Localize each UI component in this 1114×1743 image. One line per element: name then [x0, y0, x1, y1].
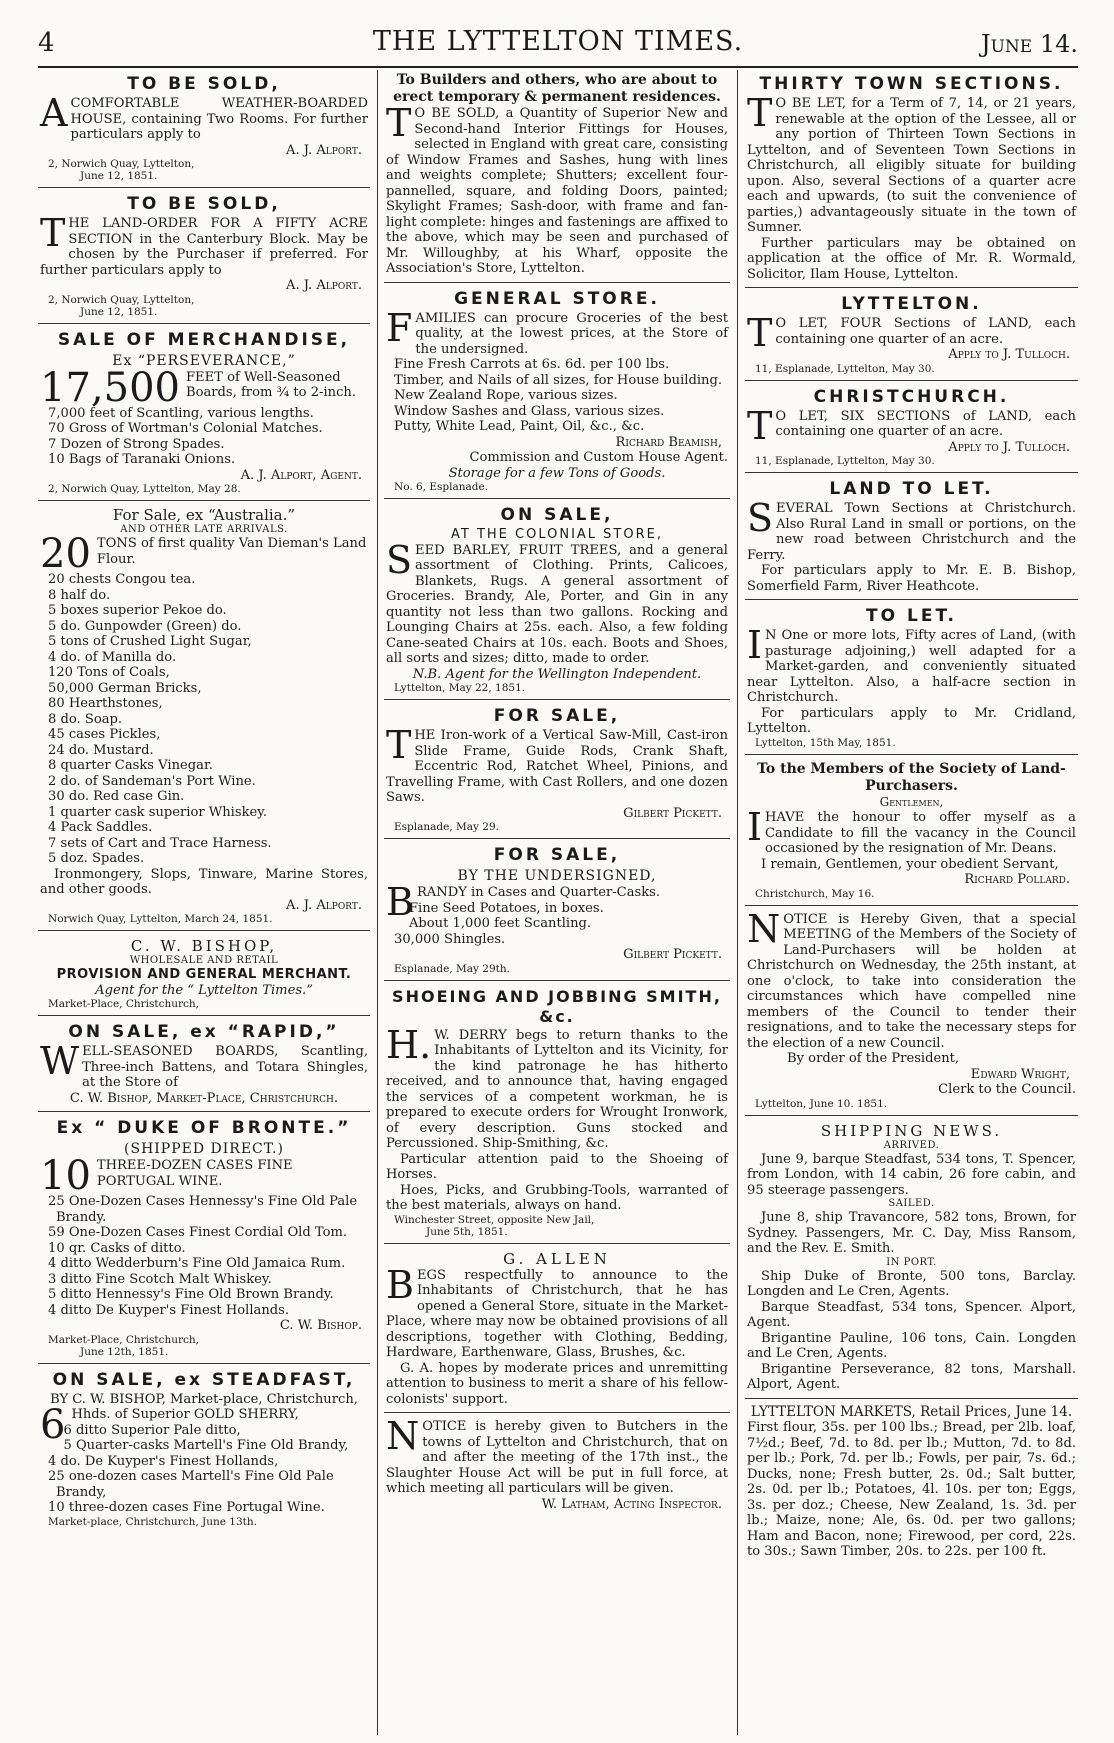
ad-g-allen: [384, 1250, 730, 1414]
ad-subheading: Ex “PERSEVERANCE,”: [112, 352, 296, 369]
ad-subheading: WHOLESALE AND RETAIL: [129, 955, 279, 966]
list-item: 5 Quarter-casks Martell's Fine Old Brandy,: [63, 1438, 349, 1453]
storage-note: Storage for a few Tons of Goods.: [448, 465, 666, 481]
list-item: About 1,000 feet Scantling.: [408, 916, 592, 931]
ad-signature: A. J. Alport.: [286, 142, 362, 158]
ad-signature: Richard Beamish,: [615, 434, 722, 450]
ad-paragraph: Particular attention paid to the Shoeing of Horses.: [386, 1151, 728, 1182]
ad-heading: TO BE SOLD,: [127, 194, 281, 214]
ad-ex-rapid: [38, 1022, 370, 1112]
ad-heading: LYTTELTON.: [841, 294, 982, 314]
ad-body: OTICE is Hereby Given, that a special MEETING of the Members of the Society of Land-Purchasers will be holden at Christchurch on Wednesday, the 25th instant, at one o'clock, to take into consideration the circumstances which have compelled nine members of the Council to tender their resignations, and to take the necessary steps for the election of a new Council.: [747, 911, 1076, 1051]
shipping-section-sailed: SAILED.: [888, 1198, 935, 1209]
agent-note: N.B. Agent for the Wellington Independent.: [412, 666, 702, 682]
ad-date: June 12th, 1851.: [80, 1345, 169, 1358]
column-1: [38, 72, 370, 1732]
ad-signature-title: Commission and Custom House Agent.: [469, 450, 728, 465]
ad-paragraph: By order of the President,: [787, 1051, 960, 1066]
market-prices: First flour, 35s. per 100 lbs.; Bread, per 2lb. loaf, 7½d.; Beef, 7d. to 8d. per lb.; Mutton, 7d. to 8d. per lb.; Pork, 7d. per lb.; Fowls, per pair, 7s. 6d.; Ducks, none; Fresh butter, 2s. 0d.; Salt butter, 2s. 0d. per lb.; Potatoes, 4l. 10s. per ton; Eggs, 3s. per doz.; Cheese, New Zealand, 1s. 3d. per lb.; Maize, none; Ale, 6s. 0d. per two gallons; Ham and Bacon, none; Firewood, per cord, 22s. to 30s.; Sawn Timber, 20s. to 22s. per 100 ft.: [747, 1420, 1076, 1559]
ad-date: June 5th, 1851.: [426, 1225, 508, 1238]
ad-ex-australia: [38, 507, 370, 931]
list-item: 4 ditto Wedderburn's Fine Old Jamaica Rum.: [48, 1256, 346, 1271]
ad-sale-of-merchandise: [38, 330, 370, 502]
list-item: 10 qr. Casks of ditto.: [48, 1240, 186, 1256]
ad-society-candidate: [745, 761, 1078, 906]
ad-body: HE Iron-work of a Vertical Saw-Mill, Cast-iron Slide Frame, Guide Rods, Crank Shaft, Eccentric Rod, Ratchet Wheel, Pinions, and Travelling Frame, with Cast Rollers, and one dozen Saws.: [386, 728, 728, 805]
ad-body: N One or more lots, Fifty acres of Land, (with pasturage adjoining,) well adapted for a Market-garden, and conveniently situated near Lyttelton. Also, a half-acre section in Christchurch.: [747, 628, 1076, 705]
list-item: 7 sets of Cart and Trace Harness.: [48, 835, 272, 851]
list-item: 120 Tons of Coals,: [48, 665, 170, 680]
list-item: 5 ditto Hennessy's Fine Old Brown Brandy.: [48, 1287, 334, 1302]
ad-body: COMFORTABLE WEATHER-BOARDED HOUSE, containing Two Rooms. For further particulars apply to: [70, 96, 368, 142]
ad-lead: THREE-DOZEN CASES FINE PORTUGAL WINE.: [96, 1158, 293, 1189]
issue-date: June 14.: [980, 30, 1078, 58]
drop-cap: S: [747, 496, 774, 540]
ad-date: June 12, 1851.: [80, 305, 158, 318]
ad-heading: TO BE SOLD,: [127, 74, 281, 94]
list-item: 4 Pack Saddles.: [48, 820, 153, 835]
ad-heading: FOR SALE,: [493, 845, 621, 865]
ad-signature: A. J. Alport.: [286, 897, 362, 913]
ad-signature: Gilbert Pickett.: [623, 947, 722, 962]
ad-signature: A. J. Alport.: [286, 278, 362, 293]
list-item: 8 quarter Casks Vinegar.: [48, 758, 213, 773]
shipping-entry: Brigantine Perseverance, 82 tons, Marshall. Alport, Agent.: [747, 1361, 1076, 1392]
ad-heading: To Builders and others, who are about to erect temporary & permanent residences.: [393, 72, 721, 105]
shipping-entry: June 8, ship Travancore, 582 tons, Brown, for Sydney. Passengers, Mr. C. Day, Miss Ransom, and the Rev. E. Smith.: [747, 1210, 1076, 1256]
drop-cap: B: [386, 1262, 414, 1307]
ad-heading: LAND TO LET.: [829, 479, 994, 499]
newspaper-title: THE LYTTELTON TIMES.: [372, 26, 744, 57]
list-item: 8 half do.: [48, 587, 111, 603]
big-number: 20: [40, 531, 91, 577]
ad-address: Lyttelton, 15th May, 1851.: [755, 736, 896, 749]
list-item: 7,000 feet of Scantling, various lengths.: [48, 405, 314, 421]
ad-address: Esplanade, May 29.: [394, 821, 500, 833]
ad-address: Winchester Street, opposite New Jail,: [394, 1213, 595, 1226]
list-item: 2 do. of Sandeman's Port Wine.: [48, 773, 256, 789]
ad-heading: To the Members of the Society of Land-Purchasers.: [757, 760, 1066, 794]
ad-body: W. DERRY begs to return thanks to the Inhabitants of Lyttelton and its Vicinity, for the kind patronage he has hitherto received, and to announce that, having engaged the services of a competent workman, he is prepared to execute orders for Wrought Ironwork, of every description. Guns stocked and Percussioned. Ship-Smithing, &c.: [386, 1027, 728, 1151]
shipping-entry: Barque Steadfast, 534 tons, Spencer. Alport, Agent.: [747, 1299, 1076, 1330]
shipping-entry: June 9, barque Steadfast, 534 tons, T. Spencer, from London, with 14 cabin, 26 fore cabin, and 95 steerage passengers.: [747, 1151, 1076, 1198]
merchant-title: PROVISION AND GENERAL MERCHANT.: [56, 967, 352, 982]
list-item: 3 ditto Fine Scotch Malt Whiskey.: [48, 1271, 272, 1287]
column-divider: [377, 70, 378, 1735]
ad-address: No. 6, Esplanade.: [394, 481, 489, 493]
ad-butchers-notice: [384, 1414, 730, 1517]
list-item: 1 quarter cask superior Whiskey.: [48, 804, 268, 820]
drop-cap: T: [40, 211, 66, 255]
shipping-news: [745, 1122, 1078, 1399]
agent-line: Agent for the “ Lyttelton Times.”: [95, 982, 313, 998]
masthead-rule: [38, 66, 1078, 68]
drop-cap: S: [386, 537, 413, 582]
ad-heading: For Sale, ex “Australia.”: [112, 506, 296, 524]
ad-body: O BE SOLD, a Quantity of Superior New and Second-hand Interior Fittings for Houses, selected in England with great care, consisting of Window Frames and Sashes, hung with lines and weights complete; Shutters; excellent four-pannelled, square, and folding Doors, painted; Skylight Frames; Sash-door, with frame and fan-light complete: hinges and fastenings are affixed to the above, which may be seen and purchased of Mr. Willoughby, at his Wharf, opposite the Association's Store, Lyttelton.: [386, 106, 728, 276]
column-2: [384, 72, 730, 1732]
ad-address: Lyttelton, May 22, 1851.: [394, 682, 526, 694]
ad-house-for-sale: [38, 74, 370, 188]
ad-address: 2, Norwich Quay, Lyttelton,: [48, 158, 195, 170]
ad-subheading: (SHIPPED DIRECT.): [124, 1141, 284, 1157]
drop-cap: N: [386, 1414, 420, 1458]
ad-body: ELL-SEASONED BOARDS, Scantling, Three-inch Battens, and Totara Shingles, at the Store of: [82, 1044, 368, 1090]
ad-body: EGS respectfully to announce to the Inhabitants of Christchurch, that he has opened a General Store, situate in the Market-Place, where may now be obtained provisions of all descriptions, together with Clothing, Bedding, Hardware, Earthenware, Glass, Brushes, &c.: [386, 1267, 728, 1360]
ad-heading: G. ALLEN: [503, 1249, 611, 1268]
drop-cap: I: [747, 805, 763, 849]
list-item: Putty, White Lead, Paint, Oil, &c., &c.: [394, 419, 645, 434]
ad-signature: A. J. Alport, Agent.: [240, 467, 362, 483]
column-3: [745, 72, 1078, 1732]
drop-cap: T: [747, 403, 773, 448]
ad-smith: [384, 987, 730, 1244]
masthead: [38, 26, 1078, 60]
ad-subheading: AND OTHER LATE ARRIVALS.: [120, 524, 288, 535]
ad-saw-mill: [384, 706, 730, 839]
ad-colonial-store: [384, 505, 730, 700]
ad-signature: W. Latham, Acting Inspector.: [541, 1496, 722, 1512]
ad-heading: THIRTY TOWN SECTIONS.: [759, 74, 1064, 94]
ad-heading: SALE OF MERCHANDISE,: [57, 329, 351, 350]
list-item: 24 do. Mustard.: [48, 742, 154, 758]
ad-subheading: BY THE UNDERSIGNED,: [457, 868, 657, 884]
ad-body: RANDY in Cases and Quarter-Casks.: [416, 885, 661, 900]
list-item: New Zealand Rope, various sizes.: [394, 388, 618, 403]
ad-brandy: [384, 845, 730, 981]
ad-bishop-merchant: [38, 937, 370, 1016]
ad-heading: TO LET.: [866, 606, 957, 626]
page-number: 4: [38, 28, 55, 58]
list-item: 20 chests Congou tea.: [48, 572, 196, 587]
ad-tail: Ironmongery, Slops, Tinware, Marine Stores, and other goods.: [40, 866, 368, 897]
ad-signature: C. W. Bishop.: [279, 1318, 362, 1333]
drop-cap: W: [40, 1039, 80, 1083]
ad-address: 2, Norwich Quay, Lyttelton, May 28.: [48, 483, 241, 495]
ad-heading: GENERAL STORE.: [454, 288, 660, 309]
ad-heading: CHRISTCHURCH.: [813, 386, 1010, 407]
ad-duke-of-bronte: [38, 1118, 370, 1364]
ad-land-to-let: [745, 479, 1078, 600]
drop-cap: F: [386, 305, 413, 350]
drop-cap: B: [386, 880, 414, 924]
list-item: 80 Hearthstones,: [48, 696, 163, 711]
drop-cap: T: [747, 311, 773, 355]
ad-address: Christchurch, May 16.: [755, 887, 875, 900]
list-item: 4 do. De Kuyper's Finest Hollands,: [48, 1453, 279, 1469]
ad-heading: ON SALE, ex “RAPID,”: [68, 1022, 340, 1042]
list-item: 25 one-dozen cases Martell's Fine Old Pale Brandy,: [48, 1469, 334, 1500]
ad-heading: LYTTELTON MARKETS, Retail Prices, June 14.: [750, 1403, 1073, 1420]
list-item: 10 Bags of Taranaki Onions.: [48, 452, 236, 467]
ad-ex-steadfast: [38, 1370, 370, 1533]
list-item: 45 cases Pickles,: [48, 727, 161, 742]
column-divider: [737, 70, 738, 1735]
list-item: 5 tons of Crushed Light Sugar,: [48, 634, 252, 649]
list-item: 10 three-dozen cases Fine Portugal Wine.: [48, 1500, 325, 1515]
ad-paragraph: I remain, Gentlemen, your obedient Servant,: [761, 856, 1059, 872]
ad-signature: Edward Wright,: [970, 1066, 1070, 1082]
ad-paragraph: For particulars apply to Mr. Cridland, Lyttelton.: [747, 705, 1076, 736]
big-number: 10: [40, 1153, 91, 1199]
ad-lyttelton-land: [745, 294, 1078, 381]
ad-heading: SHIPPING NEWS.: [820, 1121, 1003, 1140]
ad-signature: C. W. Bishop, Market-Place, Christchurch.: [69, 1090, 339, 1106]
list-item: 59 One-Dozen Cases Finest Cordial Old Tom.: [48, 1225, 348, 1240]
list-item: 50,000 German Bricks,: [48, 680, 202, 696]
ad-body: O LET, FOUR Sections of LAND, each containing one quarter of an acre.: [775, 316, 1076, 347]
list-item: 8 do. Soap.: [48, 711, 123, 727]
list-item: 5 doz. Spades.: [48, 851, 145, 866]
ad-subheading: AT THE COLONIAL STORE,: [451, 527, 663, 542]
lyttelton-markets: [745, 1405, 1078, 1565]
ad-signature: Apply to J. Tulloch.: [948, 439, 1070, 455]
ad-to-let-fifty-acres: [745, 606, 1078, 755]
ad-signature: Richard Pollard.: [964, 872, 1070, 887]
ad-address: Market-place, Christchurch, June 13th.: [48, 1515, 257, 1528]
list-item: 5 boxes superior Pekoe do.: [48, 603, 227, 618]
list-item: Fine Fresh Carrots at 6s. 6d. per 100 lbs.: [394, 357, 670, 372]
ad-address: Market-Place, Christchurch,: [48, 998, 200, 1010]
ad-address: 11, Esplanade, Lyttelton, May 30.: [755, 455, 935, 467]
ad-lead: Hhds. of Superior GOLD SHERRY,: [71, 1407, 299, 1422]
drop-cap: T: [386, 101, 412, 145]
ad-lead: TONS of first quality Van Dieman's Land Flour.: [96, 536, 367, 567]
ad-lead: FEET of Well-Seasoned Boards, from ¾ to 2-inch.: [185, 369, 356, 400]
list-item: 4 do. of Manilla do.: [48, 649, 177, 665]
merchant-name: C. W. BISHOP,: [130, 937, 278, 955]
list-item: 25 One-Dozen Cases Hennessy's Fine Old Pale Brandy.: [48, 1194, 358, 1225]
drop-cap: H.: [386, 1022, 432, 1067]
ad-signature: Gilbert Pickett.: [623, 805, 722, 821]
list-item: 6 ditto Superior Pale ditto,: [63, 1422, 241, 1438]
ad-address: Lyttelton, June 10. 1851.: [755, 1097, 888, 1110]
list-item: Window Sashes and Glass, various sizes.: [394, 403, 665, 419]
drop-cap: T: [747, 91, 773, 135]
ad-heading: FOR SALE,: [493, 706, 621, 726]
ad-signature: Apply to J. Tulloch.: [948, 347, 1070, 362]
ad-heading: ON SALE,: [500, 505, 614, 525]
ad-body: O LET, SIX SECTIONS of LAND, each containing one quarter of an acre.: [775, 408, 1076, 439]
list-item: 7 Dozen of Strong Spades.: [48, 436, 225, 452]
ad-paragraph: For particulars apply to Mr. E. B. Bishop, Somerfield Farm, River Heathcote.: [747, 563, 1076, 594]
ad-date: June 12, 1851.: [80, 170, 158, 182]
list-item: Fine Seed Potatoes, in boxes.: [408, 900, 604, 916]
ad-heading: ON SALE, ex STEADFAST,: [52, 1369, 356, 1390]
big-number: 6: [40, 1402, 66, 1448]
list-item: Timber, and Nails of all sizes, for House building.: [394, 372, 723, 388]
ad-paragraph: G. A. hopes by moderate prices and unremitting attention to business to merit a share of his fellow-colonists' support.: [386, 1360, 728, 1407]
ad-paragraph: Hoes, Picks, and Grubbing-Tools, warranted of the best materials, always on hand.: [386, 1182, 728, 1213]
shipping-section-arrived: ARRIVED.: [883, 1139, 940, 1151]
shipping-section-in-port: IN PORT.: [886, 1256, 937, 1268]
ad-heading: Ex “ DUKE OF BRONTE.”: [56, 1118, 352, 1138]
ad-address: 2, Norwich Quay, Lyttelton,: [48, 293, 195, 306]
ad-body: EVERAL Town Sections at Christchurch. Also Rural Land in small or portions, on the new road between Christchurch and the Ferry.: [747, 501, 1076, 563]
ad-heading: SHOEING AND JOBBING SMITH, &c.: [392, 986, 722, 1026]
drop-cap: A: [40, 91, 68, 135]
ad-body: AMILIES can procure Groceries of the best quality, at the lowest prices, at the Store of the undersigned.: [415, 310, 728, 357]
drop-cap: N: [747, 906, 781, 951]
ad-body: EED BARLEY, FRUIT TREES, and a general assortment of Clothing. Prints, Calicoes, Blankets, Rugs. A general assortment of Groceries. Brandy, Ale, Porter, and Gin in any quantity not less than two gallons. Rocking and Lounging Chairs at 25s. each. Also, a few folding Cane-seated Chairs at 10s. each. Boots and Shoes, all sorts and sizes; ditto, made to order.: [386, 542, 728, 666]
ad-address: Market-Place, Christchurch,: [48, 1333, 200, 1346]
ad-land-order: [38, 194, 370, 324]
ad-body: HAVE the honour to offer myself as a Candidate to fill the vacancy in the Council occasioned by the resignation of Mr. Deans.: [765, 810, 1076, 856]
list-item: 4 ditto De Kuyper's Finest Hollands.: [48, 1302, 290, 1318]
ad-body: OTICE is hereby given to Butchers in the towns of Lyttelton and Christchurch, that on and after the meeting of the 17th inst., the Slaughter House Act will be put in full force, at which meeting all particulars will be given.: [386, 1419, 728, 1496]
drop-cap: I: [747, 623, 763, 667]
list-item: 30 do. Red case Gin.: [48, 789, 185, 804]
ad-paragraph: Further particulars may be obtained on application at the office of Mr. R. Wormald, Solicitor, Ilam House, Lyttelton.: [747, 235, 1076, 282]
ad-body: O BE LET, for a Term of 7, 14, or 21 years, renewable at the option of the Lessee, all or any portion of Thirteen Town Sections in Lyttelton, and of Seventeen Town Sections in Christchurch, all eligibly situate for building upon. Also, several Sections of a quarter acre each and upwards, (to suit the convenience of parties,) advantageously situate in the town of Sumner.: [747, 96, 1076, 235]
ad-special-meeting: [745, 906, 1078, 1116]
ad-address: 11, Esplanade, Lyttelton, May 30.: [755, 362, 935, 375]
ad-signature-title: Clerk to the Council.: [938, 1082, 1076, 1097]
ad-address: Norwich Quay, Lyttelton, March 24, 1851.: [48, 913, 273, 925]
drop-cap: T: [386, 723, 412, 767]
list-item: 30,000 Shingles.: [394, 931, 506, 947]
ad-by-line: BY C. W. BISHOP, Market-place, Christchurch,: [50, 1391, 358, 1407]
list-item: 70 Gross of Wortman's Colonial Matches.: [48, 421, 323, 436]
ad-builders-fittings: [384, 72, 730, 283]
ad-general-store: [384, 289, 730, 500]
ad-christchurch-land: [745, 387, 1078, 474]
ad-address: Esplanade, May 29th.: [394, 962, 510, 975]
list-item: 5 do. Gunpowder (Green) do.: [48, 618, 242, 634]
shipping-entry: Ship Duke of Bronte, 500 tons, Barclay. Longden and Le Cren, Agents.: [747, 1268, 1076, 1299]
ad-thirty-town-sections: [745, 74, 1078, 288]
big-number: 17,500: [40, 364, 180, 411]
ad-body: HE LAND-ORDER FOR A FIFTY ACRE SECTION in the Canterbury Block. May be chosen by the Purchaser if preferred. For further particulars apply to: [40, 216, 368, 278]
ad-salutation: Gentlemen,: [879, 794, 944, 809]
shipping-entry: Brigantine Pauline, 106 tons, Cain. Longden and Le Cren, Agents.: [747, 1330, 1076, 1361]
